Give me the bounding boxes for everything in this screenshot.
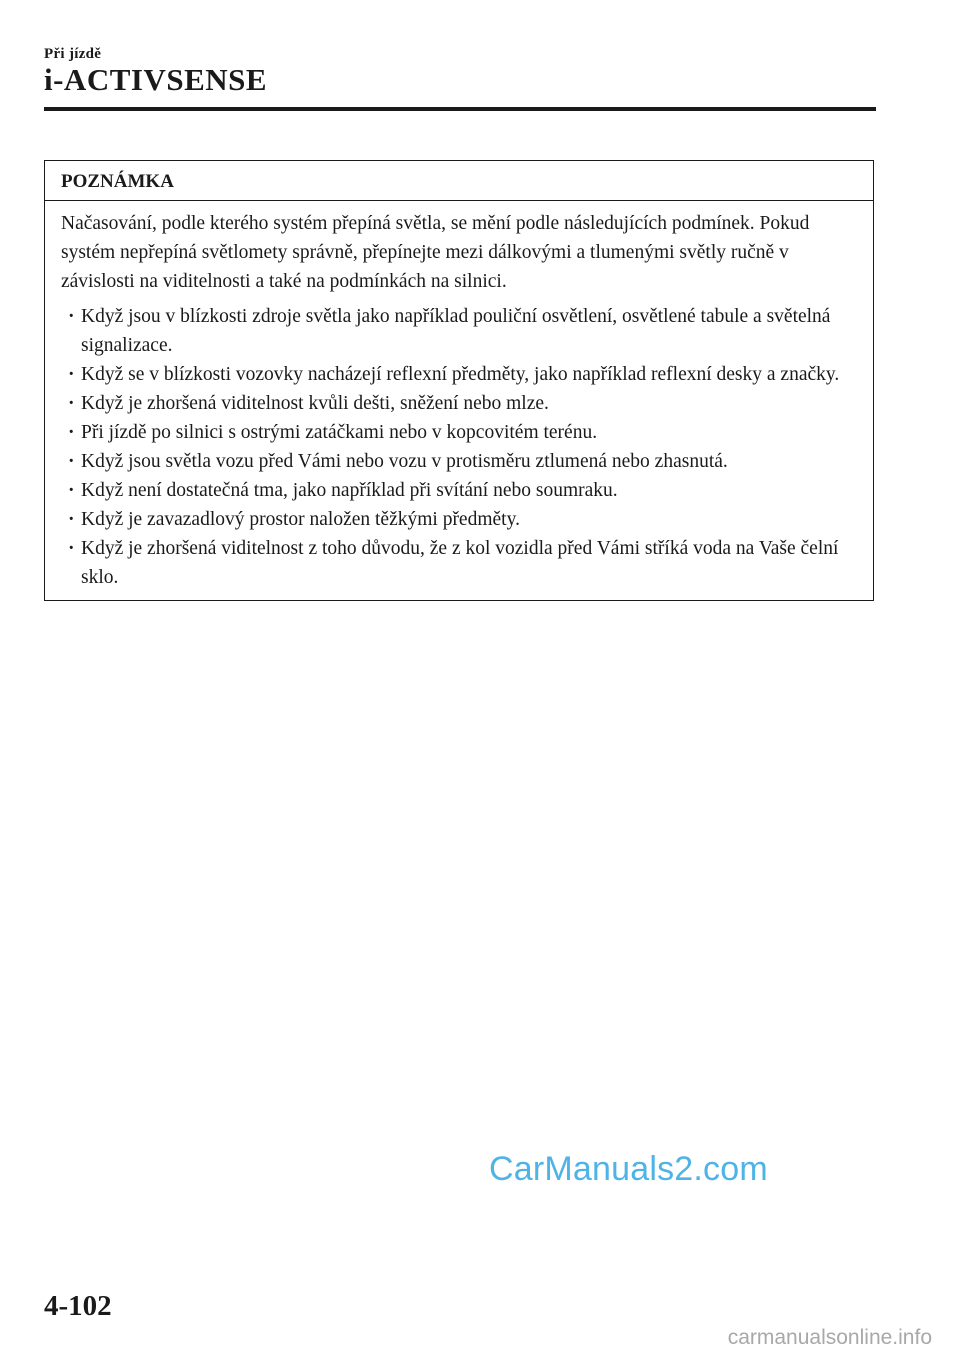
list-item bbox=[61, 447, 857, 476]
list-item-text: Když jsou světla vozu před Vámi nebo vozu v protisměru ztlumená nebo zhasnutá. bbox=[81, 451, 728, 472]
bullet-dot-icon: · bbox=[68, 393, 75, 414]
note-title: POZNÁMKA bbox=[45, 161, 873, 201]
list-item bbox=[61, 302, 857, 360]
list-item bbox=[61, 360, 857, 389]
list-item-text: Když není dostatečná tma, jako například při svítání nebo soumraku. bbox=[81, 480, 618, 501]
list-item bbox=[61, 476, 857, 505]
bullet-dot-icon: · bbox=[68, 451, 75, 472]
bullet-dot-icon: · bbox=[68, 422, 75, 443]
list-item-text: Když se v blízkosti vozovky nacházejí reflexní předměty, jako například reflexní desky a značky. bbox=[81, 364, 840, 385]
list-item-text: Když je zavazadlový prostor naložen těžkými předměty. bbox=[81, 509, 520, 530]
bullet-dot-icon: · bbox=[68, 480, 75, 501]
list-item-text: Když jsou v blízkosti zdroje světla jako například pouliční osvětlení, osvětlené tabule a světelná signalizace. bbox=[81, 306, 831, 356]
page-number: 4-102 bbox=[44, 1290, 112, 1322]
list-item-text: Při jízdě po silnici s ostrými zatáčkami nebo v kopcovitém terénu. bbox=[81, 422, 598, 443]
header-divider bbox=[44, 107, 876, 111]
list-item bbox=[61, 389, 857, 418]
site-footer-text: carmanualsonline.info bbox=[727, 1326, 932, 1349]
chapter-title: i-ACTIVSENSE bbox=[44, 62, 268, 97]
list-item bbox=[61, 534, 857, 592]
list-item-text: Když je zhoršená viditelnost kvůli dešti, sněžení nebo mlze. bbox=[81, 393, 549, 414]
note-bullet-list bbox=[61, 302, 857, 592]
bullet-dot-icon: · bbox=[68, 509, 75, 530]
watermark-logo: CarManuals2.com bbox=[489, 1150, 768, 1188]
note-body bbox=[45, 201, 873, 600]
section-label: Při jízdě bbox=[44, 46, 102, 62]
list-item bbox=[61, 418, 857, 447]
note-box bbox=[44, 160, 874, 601]
bullet-dot-icon: · bbox=[68, 306, 75, 327]
list-item bbox=[61, 505, 857, 534]
bullet-dot-icon: · bbox=[68, 538, 75, 559]
list-item-text: Když je zhoršená viditelnost z toho důvodu, že z kol vozidla před Vámi stříká voda na Vaše čelní sklo. bbox=[81, 538, 839, 588]
bullet-dot-icon: · bbox=[68, 364, 75, 385]
note-intro: Načasování, podle kterého systém přepíná světla, se mění podle následujících podmínek. Pokud systém nepřepíná světlomety správně, přepínejte mezi dálkovými a tlumenými světly ručně v závislosti na viditelnosti a také na podmínkách na silnici. bbox=[61, 213, 810, 292]
